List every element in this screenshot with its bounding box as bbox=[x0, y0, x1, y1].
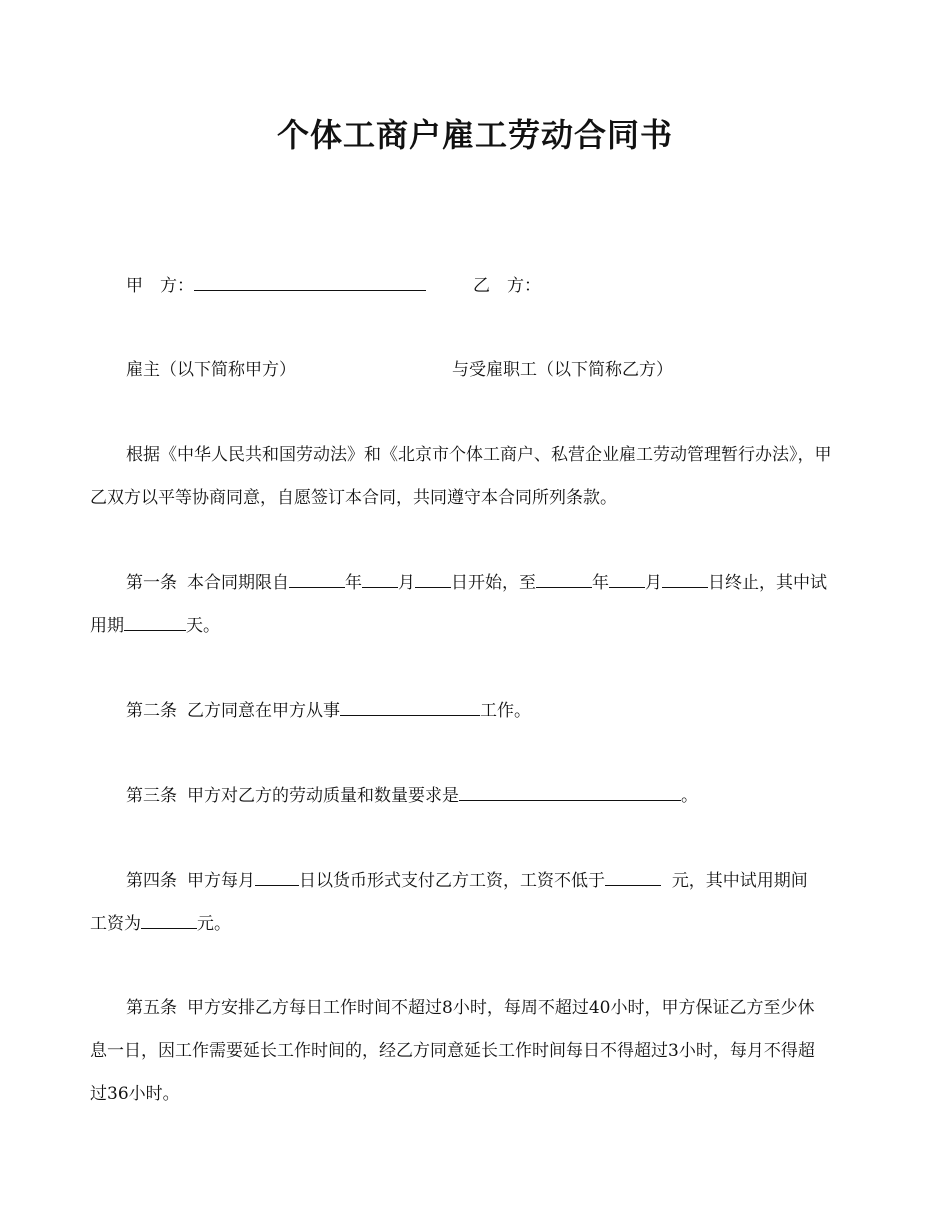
party-a-label: 甲 方： bbox=[126, 276, 194, 296]
article-3 bbox=[90, 775, 862, 818]
min-wage-blank[interactable] bbox=[605, 871, 661, 886]
article-2-text: 工作。 bbox=[480, 701, 531, 721]
article-1-text: 年 bbox=[345, 573, 362, 593]
article-1-text: 日终止，其中试 bbox=[708, 573, 827, 593]
article-4-text: 元。 bbox=[197, 914, 231, 934]
employer-note: 雇主（以下简称甲方） bbox=[126, 360, 296, 380]
article-2-label: 第二条 bbox=[126, 701, 177, 721]
start-year-blank[interactable] bbox=[289, 573, 345, 588]
article-4-label: 第四条 bbox=[126, 871, 177, 891]
end-year-blank[interactable] bbox=[536, 573, 592, 588]
article-1-text: 本合同期限自 bbox=[187, 573, 289, 593]
probation-wage-blank[interactable] bbox=[141, 914, 197, 929]
end-month-blank[interactable] bbox=[609, 573, 645, 588]
article-3-text: 。 bbox=[681, 786, 698, 806]
start-month-blank[interactable] bbox=[362, 573, 398, 588]
party-b-label: 乙 方： bbox=[473, 276, 541, 296]
article-4-text: 日以货币形式支付乙方工资，工资不低于 bbox=[299, 871, 605, 891]
end-day-blank[interactable] bbox=[662, 573, 708, 588]
article-5-line-3: 过36小时。 bbox=[90, 1084, 180, 1104]
article-1-text: 月 bbox=[398, 573, 415, 593]
article-4-text: 元，其中试用期间 bbox=[671, 871, 808, 891]
article-3-text: 甲方对乙方的劳动质量和数量要求是 bbox=[187, 786, 459, 806]
preamble-line-2: 乙双方以平等协商同意，自愿签订本合同，共同遵守本合同所列条款。 bbox=[90, 488, 617, 508]
article-4 bbox=[90, 860, 862, 903]
article-4-text: 甲方每月 bbox=[187, 871, 255, 891]
article-1-label: 第一条 bbox=[126, 573, 177, 593]
pay-day-blank[interactable] bbox=[255, 871, 299, 886]
party-b-row bbox=[473, 276, 541, 296]
employee-note: 与受雇职工（以下简称乙方） bbox=[452, 360, 673, 380]
article-1-text: 天。 bbox=[186, 616, 220, 636]
article-5-text: 甲方安排乙方每日工作时间不超过8小时，每周不超过40小时，甲方保证乙方至少休 bbox=[187, 998, 815, 1018]
article-1 bbox=[90, 562, 862, 605]
party-a-row bbox=[126, 276, 426, 296]
article-1-text: 月 bbox=[645, 573, 662, 593]
article-2-text: 乙方同意在甲方从事 bbox=[187, 701, 340, 721]
article-5-label: 第五条 bbox=[126, 998, 177, 1018]
article-5-line-2: 息一日，因工作需要延长工作时间的，经乙方同意延长工作时间每日不得超过3小时，每月不得超 bbox=[90, 1041, 815, 1061]
article-1-text: 用期 bbox=[90, 616, 124, 636]
page-title: 个体工商户雇工劳动合同书 bbox=[276, 116, 673, 154]
article-3-label: 第三条 bbox=[126, 786, 177, 806]
job-blank[interactable] bbox=[340, 701, 480, 716]
requirements-blank[interactable] bbox=[459, 786, 681, 801]
preamble-line-1: 根据《中华人民共和国劳动法》和《北京市个体工商户、私营企业雇工劳动管理暂行办法》，甲 bbox=[126, 445, 832, 465]
article-2 bbox=[90, 690, 862, 733]
probation-days-blank[interactable] bbox=[124, 616, 186, 631]
article-1-text: 年 bbox=[592, 573, 609, 593]
article-5 bbox=[90, 987, 862, 1030]
article-4-text: 工资为 bbox=[90, 914, 141, 934]
article-4-cont bbox=[90, 903, 862, 946]
party-a-blank[interactable] bbox=[194, 276, 426, 291]
start-day-blank[interactable] bbox=[415, 573, 451, 588]
article-1-text: 日开始，至 bbox=[451, 573, 536, 593]
article-1-cont bbox=[90, 605, 862, 648]
